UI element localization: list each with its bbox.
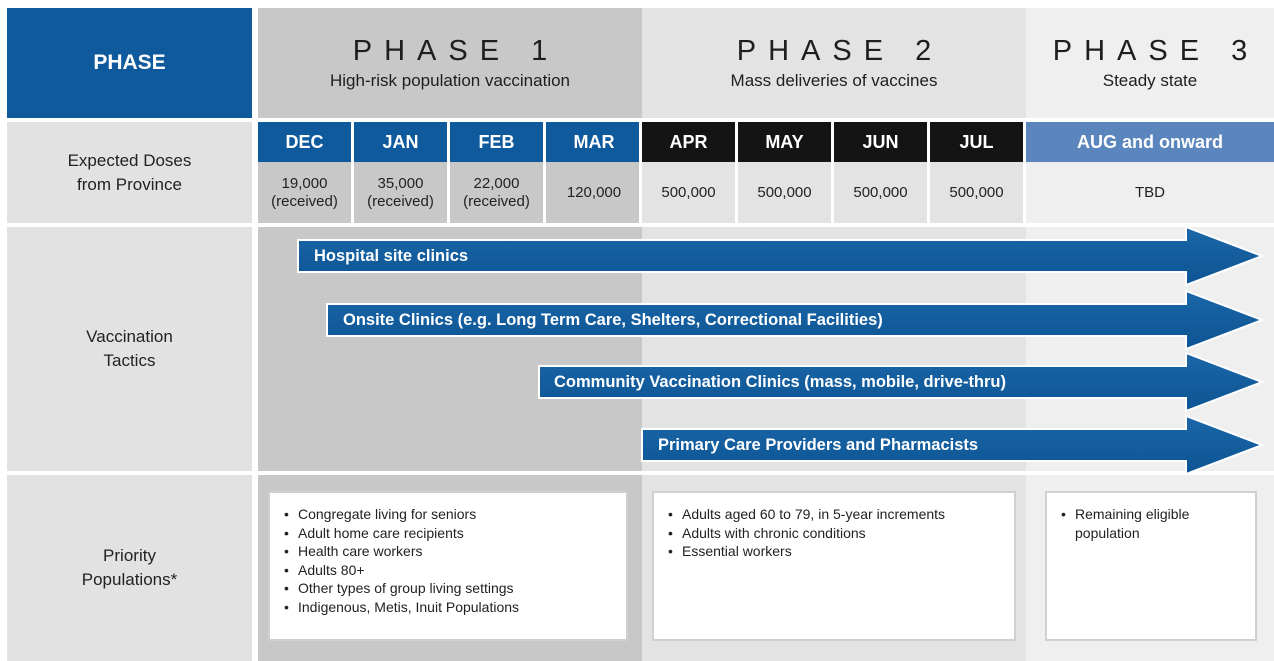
phase3-subtitle: Steady state (1102, 71, 1198, 90)
month-label: APR (669, 131, 708, 152)
list-item: • Other types of group living settings (284, 579, 616, 598)
list-item: • Indigenous, Metis, Inuit Populations (284, 598, 616, 617)
dose-amount: 35,000 (377, 174, 424, 192)
list-item: • Remaining eligible population (1061, 505, 1225, 542)
month-label: FEB (478, 131, 515, 152)
tactics-label-line2: Tactics (103, 351, 156, 370)
doses-label-line2: from Province (77, 174, 182, 194)
doses-label-line1: Expected Doses (67, 150, 192, 170)
list-item: • Congregate living for seniors (284, 505, 616, 524)
list-item: • Adults 80+ (284, 561, 616, 580)
month-label: AUG and onward (1076, 131, 1223, 152)
dose-note: (received) (367, 192, 434, 210)
month-label: JUN (862, 131, 899, 152)
month-label: MAR (573, 131, 615, 152)
month-label: DEC (285, 131, 324, 152)
dose-amount: TBD (1135, 183, 1165, 201)
month-label: MAY (765, 131, 804, 152)
arrow-label-hospital: Hospital site clinics (314, 247, 469, 265)
list-item: • Health care workers (284, 542, 616, 561)
list-item: • Essential workers (668, 542, 1004, 561)
dose-amount: 22,000 (473, 174, 520, 192)
list-item: • Adults with chronic conditions (668, 524, 1004, 543)
phase-label-text: PHASE (93, 51, 166, 74)
list-item: • Adults aged 60 to 79, in 5-year increments (668, 505, 1004, 524)
dose-amount: 120,000 (566, 183, 622, 201)
dose-note: (received) (463, 192, 530, 210)
populations-label-line2: Populations* (81, 570, 178, 589)
arrow-label-community: Community Vaccination Clinics (mass, mobile, drive-thru) (554, 373, 1007, 391)
list-item: • Adult home care recipients (284, 524, 616, 543)
arrow-label-primary-care: Primary Care Providers and Pharmacists (658, 436, 979, 454)
phase2-populations-box (652, 491, 1016, 641)
dose-note: (received) (271, 192, 338, 210)
populations-row-label (7, 475, 252, 661)
tactics-label-line1: Vaccination (86, 327, 173, 346)
populations-label-line1: Priority (103, 546, 156, 565)
month-label: JUL (959, 131, 994, 152)
month-label: JAN (382, 131, 419, 152)
phase3-title: PHASE 3 (1052, 35, 1260, 67)
arrow-label-onsite: Onsite Clinics (e.g. Long Term Care, Shelters, Correctional Facilities) (343, 311, 883, 329)
phase3-populations-box (1045, 491, 1257, 641)
dose-amount: 500,000 (949, 183, 1004, 201)
phase2-title: PHASE 2 (736, 35, 944, 67)
dose-amount: 19,000 (281, 174, 328, 192)
dose-amount: 500,000 (853, 183, 908, 201)
dose-amount: 500,000 (757, 183, 812, 201)
phase1-populations-box (268, 491, 628, 641)
phase1-subtitle: High-risk population vaccination (329, 71, 571, 90)
dose-amount: 500,000 (661, 183, 716, 201)
phase1-title: PHASE 1 (352, 35, 560, 67)
phase2-subtitle: Mass deliveries of vaccines (730, 71, 938, 90)
